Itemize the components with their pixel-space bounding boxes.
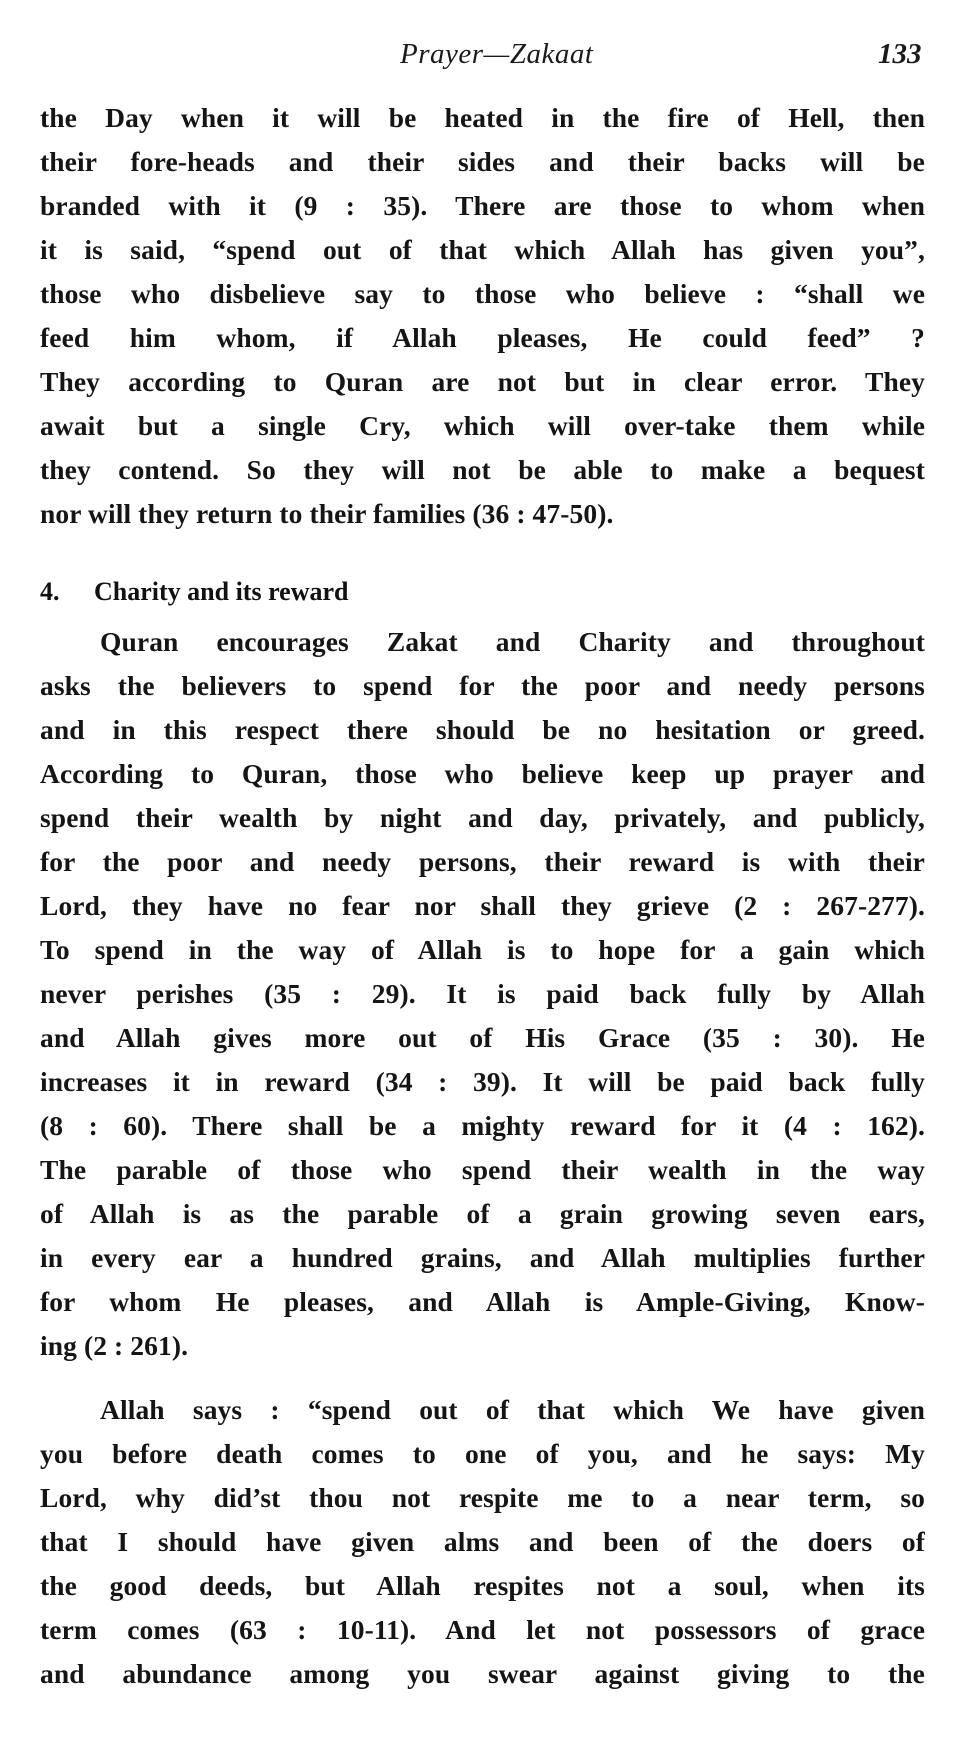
text-line: it is said, “spend out of that which Allah has given you”, [40, 234, 925, 265]
paragraph-charity [40, 620, 925, 1368]
text-line: term comes (63 : 10-11). And let not possessors of grace [40, 1614, 925, 1645]
text-line: Allah says : “spend out of that which We have given [100, 1394, 925, 1425]
running-header [0, 38, 960, 78]
text-line: for the poor and needy persons, their reward is with their [40, 846, 925, 877]
text-line: those who disbelieve say to those who believe : “shall we [40, 278, 925, 309]
text-line: Lord, why did’st thou not respite me to a near term, so [40, 1482, 925, 1513]
text-line: and abundance among you swear against giving to the [40, 1658, 925, 1689]
text-line: spend their wealth by night and day, privately, and publicly, [40, 802, 925, 833]
text-line: nor will they return to their families (36 : 47-50). [40, 498, 614, 529]
text-line: and in this respect there should be no hesitation or greed. [40, 714, 925, 745]
text-line: branded with it (9 : 35). There are those to whom when [40, 190, 925, 221]
text-line: that I should have given alms and been of the doers of [40, 1526, 925, 1557]
text-line: of Allah is as the parable of a grain growing seven ears, [40, 1198, 925, 1229]
text-line: ing (2 : 261). [40, 1330, 189, 1361]
text-line: the good deeds, but Allah respites not a soul, when its [40, 1570, 925, 1601]
section-number: 4. [40, 577, 60, 606]
text-line: asks the believers to spend for the poor and needy persons [40, 670, 925, 701]
text-line: for whom He pleases, and Allah is Ample-Giving, Know- [40, 1286, 925, 1317]
text-line: increases it in reward (34 : 39). It will be paid back fully [40, 1066, 925, 1097]
text-line: never perishes (35 : 29). It is paid back fully by Allah [40, 978, 925, 1009]
text-line: (8 : 60). There shall be a mighty reward for it (4 : 162). [40, 1110, 925, 1141]
text-line: The parable of those who spend their wealth in the way [40, 1154, 925, 1185]
text-line: They according to Quran are not but in clear error. They [40, 366, 925, 397]
section-heading [40, 570, 348, 614]
text-line: According to Quran, those who believe keep up prayer and [40, 758, 925, 789]
text-line: feed him whom, if Allah pleases, He could feed” ? [40, 322, 925, 353]
paragraph-continued [40, 96, 925, 536]
page-number: 133 [878, 38, 922, 70]
text-line: To spend in the way of Allah is to hope for a gain which [40, 934, 925, 965]
text-line: Lord, they have no fear nor shall they grieve (2 : 267-277). [40, 890, 925, 921]
text-line: await but a single Cry, which will over-take them while [40, 410, 925, 441]
text-line: they contend. So they will not be able to make a bequest [40, 454, 925, 485]
text-line: you before death comes to one of you, and he says: My [40, 1438, 925, 1469]
text-line: and Allah gives more out of His Grace (35 : 30). He [40, 1022, 925, 1053]
text-line: their fore-heads and their sides and their backs will be [40, 146, 925, 177]
paragraph-allah-says [40, 1388, 925, 1696]
running-title: Prayer—Zakaat [400, 38, 594, 70]
section-title: Charity and its reward [94, 577, 349, 606]
text-line: the Day when it will be heated in the fire of Hell, then [40, 102, 925, 133]
text-line: Quran encourages Zakat and Charity and throughout [100, 626, 925, 657]
text-line: in every ear a hundred grains, and Allah multiplies further [40, 1242, 925, 1273]
